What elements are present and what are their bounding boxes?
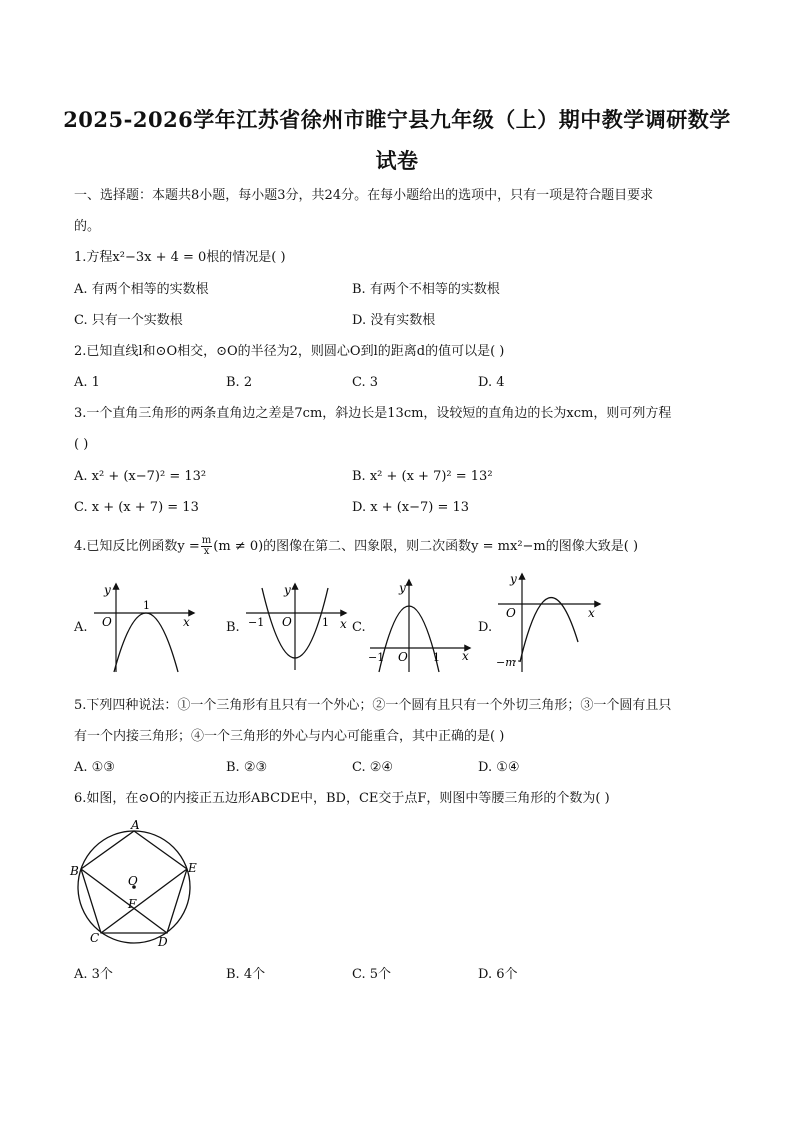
section-header-line2: 的。 <box>74 219 101 234</box>
q3-option-d: D. x + (x−7) = 13 <box>352 500 470 515</box>
parabola-curve <box>520 598 578 662</box>
q6-pentagon-figure <box>68 818 208 952</box>
axis-label-x: x <box>340 617 347 631</box>
tick-label-minus-m: −m <box>496 656 516 669</box>
vertex-label-d: D <box>158 935 168 949</box>
diagonal-bd <box>81 869 167 933</box>
diagonal-ce <box>101 869 187 933</box>
q1-option-d: D. 没有实数根 <box>352 313 436 328</box>
origin-label: O <box>398 650 408 664</box>
q4-graph-c <box>364 578 480 674</box>
vertex-label-a: A <box>131 818 140 832</box>
exam-title-line2: 试卷 <box>375 148 419 173</box>
center-label-o: O <box>128 874 138 888</box>
q4-graph-d <box>494 570 610 674</box>
q5-option-d: D. ①④ <box>478 760 520 775</box>
q5-stem-line1: 5.下列四种说法：①一个三角形有且只有一个外心；②一个圆有且只有一个外切三角形；③一个圆有且只 <box>74 698 672 713</box>
q1-option-b: B. 有两个不相等的实数根 <box>352 282 500 297</box>
tick-label-neg1: −1 <box>368 651 385 664</box>
q4-stem-prefix: 4.已知反比例函数y = <box>74 539 200 554</box>
origin-label: O <box>506 606 516 620</box>
q6-option-c: C. 5个 <box>352 967 392 982</box>
q4-option-b-label: B. <box>226 620 240 635</box>
q4-option-a-label: A. <box>74 620 88 635</box>
origin-label: O <box>102 615 112 629</box>
axis-label-y: y <box>510 572 517 586</box>
q5-option-a: A. ①③ <box>74 760 115 775</box>
q4-fraction <box>201 536 212 557</box>
q2-option-c: C. 3 <box>352 375 379 390</box>
q6-option-a: A. 3个 <box>74 967 113 982</box>
q4-graph-a <box>86 578 202 674</box>
axis-label-x: x <box>588 606 595 620</box>
origin-label: O <box>282 615 292 629</box>
q4-stem <box>74 536 638 557</box>
vertex-label-e: E <box>188 861 197 875</box>
tick-label-1: 1 <box>322 616 329 629</box>
q1-stem: 1.方程x²−3x + 4 = 0根的情况是( ) <box>74 250 286 265</box>
q5-stem-line2: 有一个内接三角形；④一个三角形的外心与内心可能重合，其中正确的是( ) <box>74 729 505 744</box>
q4-frac-den: x <box>203 546 210 557</box>
tick-label-1: 1 <box>433 651 440 664</box>
intersection-label-f: F <box>128 897 137 911</box>
q3-stem-line2: ( ) <box>74 437 89 452</box>
exam-title-line1: 2025-2026学年江苏省徐州市睢宁县九年级（上）期中教学调研数学 <box>63 107 731 132</box>
parabola-curve <box>114 613 178 672</box>
q3-stem-line1: 3.一个直角三角形的两条直角边之差是7cm，斜边长是13cm，设较短的直角边的长为xcm，则可列方程 <box>74 406 672 421</box>
vertex-label-b: B <box>70 864 79 878</box>
axis-label-x: x <box>462 649 469 663</box>
q6-option-b: B. 4个 <box>226 967 266 982</box>
q1-option-a: A. 有两个相等的实数根 <box>74 282 209 297</box>
q6-stem: 6.如图，在⊙O的内接正五边形ABCDE中，BD，CE交于点F，则图中等腰三角形的个数为( ) <box>74 791 610 806</box>
q5-option-b: B. ②③ <box>226 760 268 775</box>
q6-option-d: D. 6个 <box>478 967 518 982</box>
q1-option-c: C. 只有一个实数根 <box>74 313 183 328</box>
axis-label-y: y <box>399 581 406 595</box>
q4-frac-num: m <box>201 535 212 546</box>
q3-option-b: B. x² + (x + 7)² = 13² <box>352 469 493 484</box>
tick-label-1: 1 <box>143 599 150 612</box>
q2-option-d: D. 4 <box>478 375 505 390</box>
axis-label-y: y <box>284 583 291 597</box>
q2-option-b: B. 2 <box>226 375 253 390</box>
q4-option-d-label: D. <box>478 620 493 635</box>
q5-option-c: C. ②④ <box>352 760 394 775</box>
section-header-line1: 一、选择题：本题共8小题，每小题3分，共24分。在每小题给出的选项中，只有一项是符合题目要求 <box>74 188 654 203</box>
q4-option-c-label: C. <box>352 620 366 635</box>
q4-graph-b <box>240 578 356 674</box>
vertex-label-c: C <box>90 931 100 945</box>
q2-stem: 2.已知直线l和⊙O相交，⊙O的半径为2，则圆心O到l的距离d的值可以是( ) <box>74 344 505 359</box>
q3-option-c: C. x + (x + 7) = 13 <box>74 500 199 515</box>
axis-label-y: y <box>104 583 111 597</box>
q2-option-a: A. 1 <box>74 375 100 390</box>
axis-label-x: x <box>183 615 190 629</box>
q3-option-a: A. x² + (x−7)² = 13² <box>74 469 207 484</box>
tick-label-neg1: −1 <box>248 616 265 629</box>
q4-stem-suffix: (m ≠ 0)的图像在第二、四象限，则二次函数y = mx²−m的图像大致是( ) <box>213 539 639 554</box>
